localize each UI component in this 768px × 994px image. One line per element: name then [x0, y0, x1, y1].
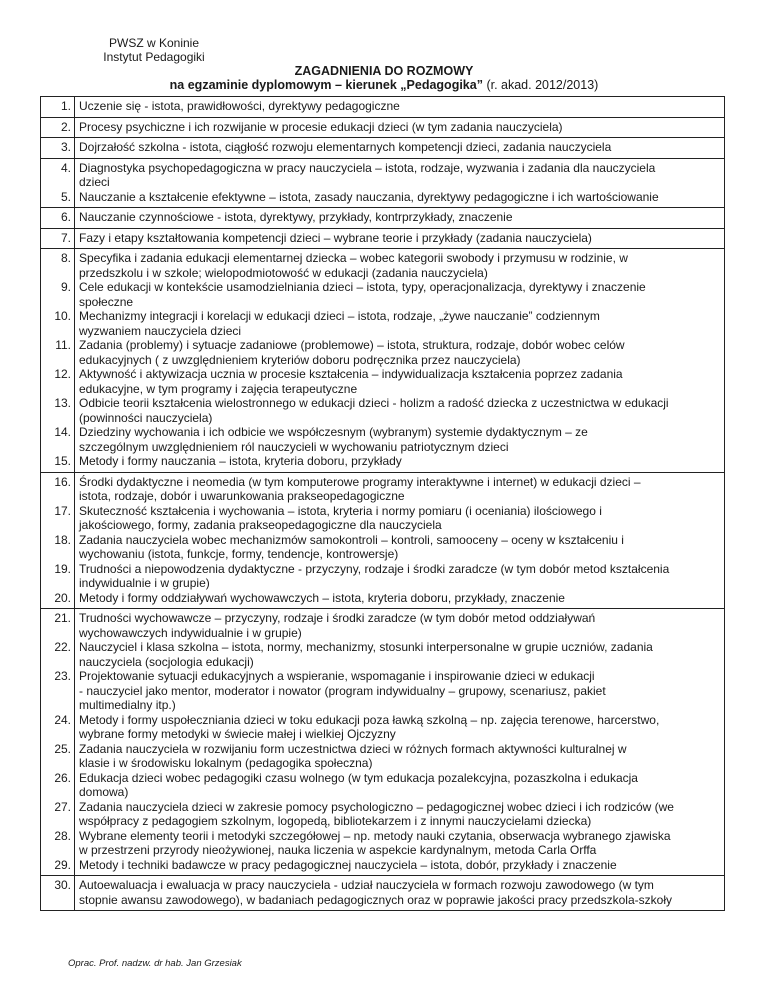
question-block: [41, 138, 725, 159]
question-text-line: społeczne: [79, 294, 134, 309]
question-text-line: jakościowego, formy, zadania prakseopedagogiczne dla nauczyciela: [79, 518, 442, 532]
question-number: 28.: [54, 828, 71, 843]
question-text-cell: [75, 138, 725, 159]
question-text-line: edukacyjne, w tym programy i zajęcia terapeutyczne: [79, 381, 358, 396]
question-text-cell: [75, 609, 725, 876]
question-text-line: Metody i formy uspołeczniania dzieci w toku edukacji poza ławką szkolną – np. zajęcia terenowe, harcerstwo,: [79, 712, 660, 727]
question-text-cell: [75, 117, 725, 138]
questions-table: [40, 96, 725, 911]
question-number: 7.: [60, 230, 71, 245]
question-text-line: w przestrzeni przyrody nieożywionej, nauka liczenia w aspekcie kardynalnym, metoda Carla Orffa: [79, 843, 597, 857]
question-number: 17.: [54, 503, 71, 518]
question-text-line: (powinności nauczyciela): [79, 410, 213, 425]
question-text-line: wychowaniu (istota, funkcje, formy, tendencje, kontrowersje): [79, 547, 399, 561]
question-number: 22.: [54, 640, 71, 654]
question-text-line: Uczenie się - istota, prawidłowości, dyrektywy pedagogiczne: [79, 99, 400, 113]
question-text-line: Edukacja dzieci wobec pedagogiki czasu wolnego (w tym edukacja pozalekcyjna, pozaszkolna i edukacja: [79, 770, 638, 785]
question-number: 9.: [60, 280, 71, 294]
question-text-line: multimedialny itp.): [79, 698, 176, 712]
question-number: 16.: [54, 474, 71, 489]
question-text-cell: [75, 876, 725, 911]
question-text-line: Autoewaluacja i ewaluacja w pracy nauczyciela - udział nauczyciela w formach rozwoju zawodowego (w tym: [79, 878, 654, 892]
question-numbers-cell: [41, 249, 75, 473]
question-number: 4.: [60, 160, 71, 175]
question-number: 11.: [55, 338, 71, 352]
question-block: [41, 876, 725, 911]
question-text-line: Metody i techniki badawcze w pracy pedagogicznej nauczyciela – istota, dobór, przykłady i znaczenie: [79, 857, 617, 872]
question-text-line: Środki dydaktyczne i neomedia (w tym komputerowe programy interaktywne i internet) w edukacji dzieci –: [79, 474, 641, 489]
document-subtitle: [0, 78, 768, 92]
question-text-line: Mechanizmy integracji i korelacji w edukacji dzieci – istota, rodzaje, „żywe nauczanie” codziennym: [79, 309, 600, 323]
question-number: 2.: [60, 119, 71, 134]
question-text-line: Zadania nauczyciela dzieci w zakresie pomocy psychologiczno – pedagogicznej wobec dzieci i ich rodziców (we: [79, 799, 674, 814]
question-text-line: Skuteczność kształcenia i wychowania – istota, kryteria i normy pomiaru (i oceniania) ilościowego i: [79, 503, 602, 518]
question-block: [41, 158, 725, 208]
question-text-line: istota, rodzaje, dobór i uwarunkowania prakseopedagogiczne: [79, 489, 405, 503]
question-text-line: Dziedziny wychowania i ich odbicie we współczesnym (wybranym) systemie dydaktycznym – ze: [79, 425, 588, 439]
question-numbers-cell: [41, 876, 75, 911]
question-text-line: wybrane formy metodyki w świecie małej i wielkiej Ojczyzny: [79, 727, 396, 741]
question-text-line: Zadania nauczyciela w rozwijaniu form uczestnictwa dzieci w różnych formach aktywności kulturalnej w: [79, 741, 627, 756]
question-block: [41, 472, 725, 609]
subtitle-year: (r. akad. 2012/2013): [482, 78, 599, 92]
question-numbers-cell: [41, 117, 75, 138]
question-text-line: indywidualnie i w grupie): [79, 576, 210, 590]
question-number: 24.: [54, 712, 71, 727]
question-number: 5.: [60, 189, 71, 204]
question-text-line: Trudności wychowawcze – przyczyny, rodzaje i środki zaradcze (w tym dobór metod oddziaływań: [79, 611, 596, 625]
question-text-line: Nauczanie czynnościowe - istota, dyrektywy, przykłady, kontrprzykłady, znaczenie: [79, 210, 513, 224]
question-block: [41, 208, 725, 229]
question-block: [41, 117, 725, 138]
question-text-line: Dojrzałość szkolna - istota, ciągłość rozwoju elementarnych kompetencji dzieci, zadania nauczyciela: [79, 140, 612, 154]
question-number: 14.: [54, 425, 71, 439]
question-number: 18.: [54, 532, 71, 547]
question-text-line: Zadania (problemy) i sytuacje zadaniowe (problemowe) – istota, struktura, rodzaje, dobór wobec celów: [79, 338, 625, 352]
question-text-line: wyzwaniem nauczyciela dzieci: [79, 323, 242, 338]
question-text-line: Nauczyciel i klasa szkolna – istota, normy, mechanizmy, stosunki interpersonalne w grupie uczniów, zadania: [79, 640, 653, 654]
question-number: 13.: [54, 396, 71, 410]
question-text-line: Cele edukacji w kontekście usamodzielniania dzieci – istota, typy, operacjonalizacja, dyrektywy i znaczenie: [79, 280, 646, 294]
question-text-cell: [75, 158, 725, 208]
question-text-cell: [75, 208, 725, 229]
question-text-line: Fazy i etapy kształtowania kompetencji dzieci – wybrane teorie i przykłady (zadania nauczyciela): [79, 230, 592, 245]
question-number: 29.: [54, 857, 71, 872]
question-numbers-cell: [41, 228, 75, 249]
question-number: 21.: [54, 611, 71, 625]
question-number: 26.: [54, 770, 71, 785]
question-text-line: Procesy psychiczne i ich rozwijanie w procesie edukacji dzieci (w tym zadania nauczyciela): [79, 119, 563, 134]
question-text-line: Metody i formy nauczania – istota, kryteria doboru, przykłady: [79, 454, 402, 468]
question-number: 23.: [54, 669, 71, 683]
question-block: [41, 228, 725, 249]
question-text-line: stopnie awansu zawodowego), w badaniach pedagogicznych oraz w poprawie jakości pracy przedszkola-szkoły: [79, 892, 672, 907]
question-text-line: Zadania nauczyciela wobec mechanizmów samokontroli – kontroli, samooceny – oceny w kształceniu i: [79, 532, 624, 547]
question-text-line: edukacyjnych ( z uwzględnieniem kryteriów doboru podręcznika przez nauczyciela): [79, 352, 521, 367]
question-number: 1.: [60, 99, 71, 113]
question-text-line: Nauczanie a kształcenie efektywne – istota, zasady nauczania, dyrektywy pedagogiczne i ich wartościowanie: [79, 189, 659, 204]
question-block: [41, 97, 725, 118]
question-numbers-cell: [41, 208, 75, 229]
question-text-line: Wybrane elementy teorii i metodyki szczegółowej – np. metody nauki czytania, obserwacja wybranego zjawiska: [79, 828, 671, 843]
institution-name: PWSZ w Koninie: [108, 36, 200, 50]
question-text-line: Trudności a niepowodzenia dydaktyczne - przyczyny, rodzaje i środki zaradcze (w tym dobór metod kształcenia: [79, 561, 670, 576]
question-text-line: Diagnostyka psychopedagogiczna w pracy nauczyciela – istota, rodzaje, wyzwania i zadania dla nauczyciela: [79, 160, 656, 175]
question-text-cell: [75, 472, 725, 609]
question-text-line: Aktywność i aktywizacja ucznia w procesie kształcenia – indywidualizacja kształcenia poprzez zadania: [79, 367, 623, 381]
document-title: ZAGADNIENIA DO ROZMOWY: [294, 64, 474, 78]
question-text-line: domowa): [79, 785, 129, 799]
question-text-line: Projektowanie sytuacji edukacyjnych a wspieranie, wspomaganie i inspirowanie dzieci w edukacji: [79, 669, 595, 683]
question-numbers-cell: [41, 97, 75, 118]
question-text-cell: [75, 97, 725, 118]
question-text-line: Metody i formy oddziaływań wychowawczych – istota, kryteria doboru, przykłady, znaczenie: [79, 590, 565, 605]
question-numbers-cell: [41, 158, 75, 208]
question-number: 15.: [54, 454, 71, 468]
question-text-line: dzieci: [79, 175, 110, 189]
question-number: 3.: [60, 140, 71, 154]
question-block: [41, 609, 725, 876]
question-text-line: Odbicie teorii kształcenia wielostronnego w edukacji dzieci - holizm a radość dziecka z uczestnictwa w edukacji: [79, 396, 669, 410]
question-numbers-cell: [41, 609, 75, 876]
question-text-line: przedszkolu i w szkole; wielopodmiotowość w edukacji (zadania nauczyciela): [79, 265, 488, 280]
question-number: 8.: [60, 251, 71, 265]
institution-header: [79, 36, 229, 64]
question-number: 25.: [54, 741, 71, 756]
question-text-line: szczególnym uwzględnieniem ról nauczycieli w wychowaniu patriotycznym dzieci: [79, 439, 509, 454]
question-numbers-cell: [41, 472, 75, 609]
question-text-cell: [75, 228, 725, 249]
question-text-line: - nauczyciel jako mentor, moderator i nowator (program indywidualny – grupowy, scenariusz, pakiet: [79, 683, 606, 698]
question-numbers-cell: [41, 138, 75, 159]
question-number: 19.: [54, 561, 71, 576]
question-text-line: współpracy z pedagogiem szkolnym, logopedą, bibliotekarzem i z innymi nauczycielami dziecka): [79, 814, 592, 828]
subtitle-main: na egzaminie dyplomowym – kierunek „Pedagogika”: [169, 78, 483, 92]
question-block: [41, 249, 725, 473]
question-text-line: klasie i w środowisku lokalnym (pedagogika społeczna): [79, 756, 373, 770]
question-text-cell: [75, 249, 725, 473]
question-text-line: nauczyciela (socjologia edukacji): [79, 654, 254, 669]
question-number: 20.: [54, 590, 71, 605]
question-number: 12.: [54, 367, 71, 381]
question-text-line: Specyfika i zadania edukacji elementarnej dziecka – wobec kategorii swobody i przymusu w rodzinie, w: [79, 251, 628, 265]
question-number: 27.: [54, 799, 71, 814]
department-name: Instytut Pedagogiki: [103, 50, 205, 64]
question-number: 6.: [60, 210, 71, 224]
question-text-line: wychowawczych indywidualnie i w grupie): [79, 625, 302, 640]
author-footer: Oprac. Prof. nadzw. dr hab. Jan Grzesiak: [68, 958, 242, 969]
question-number: 10.: [54, 309, 71, 323]
question-number: 30.: [54, 878, 71, 892]
